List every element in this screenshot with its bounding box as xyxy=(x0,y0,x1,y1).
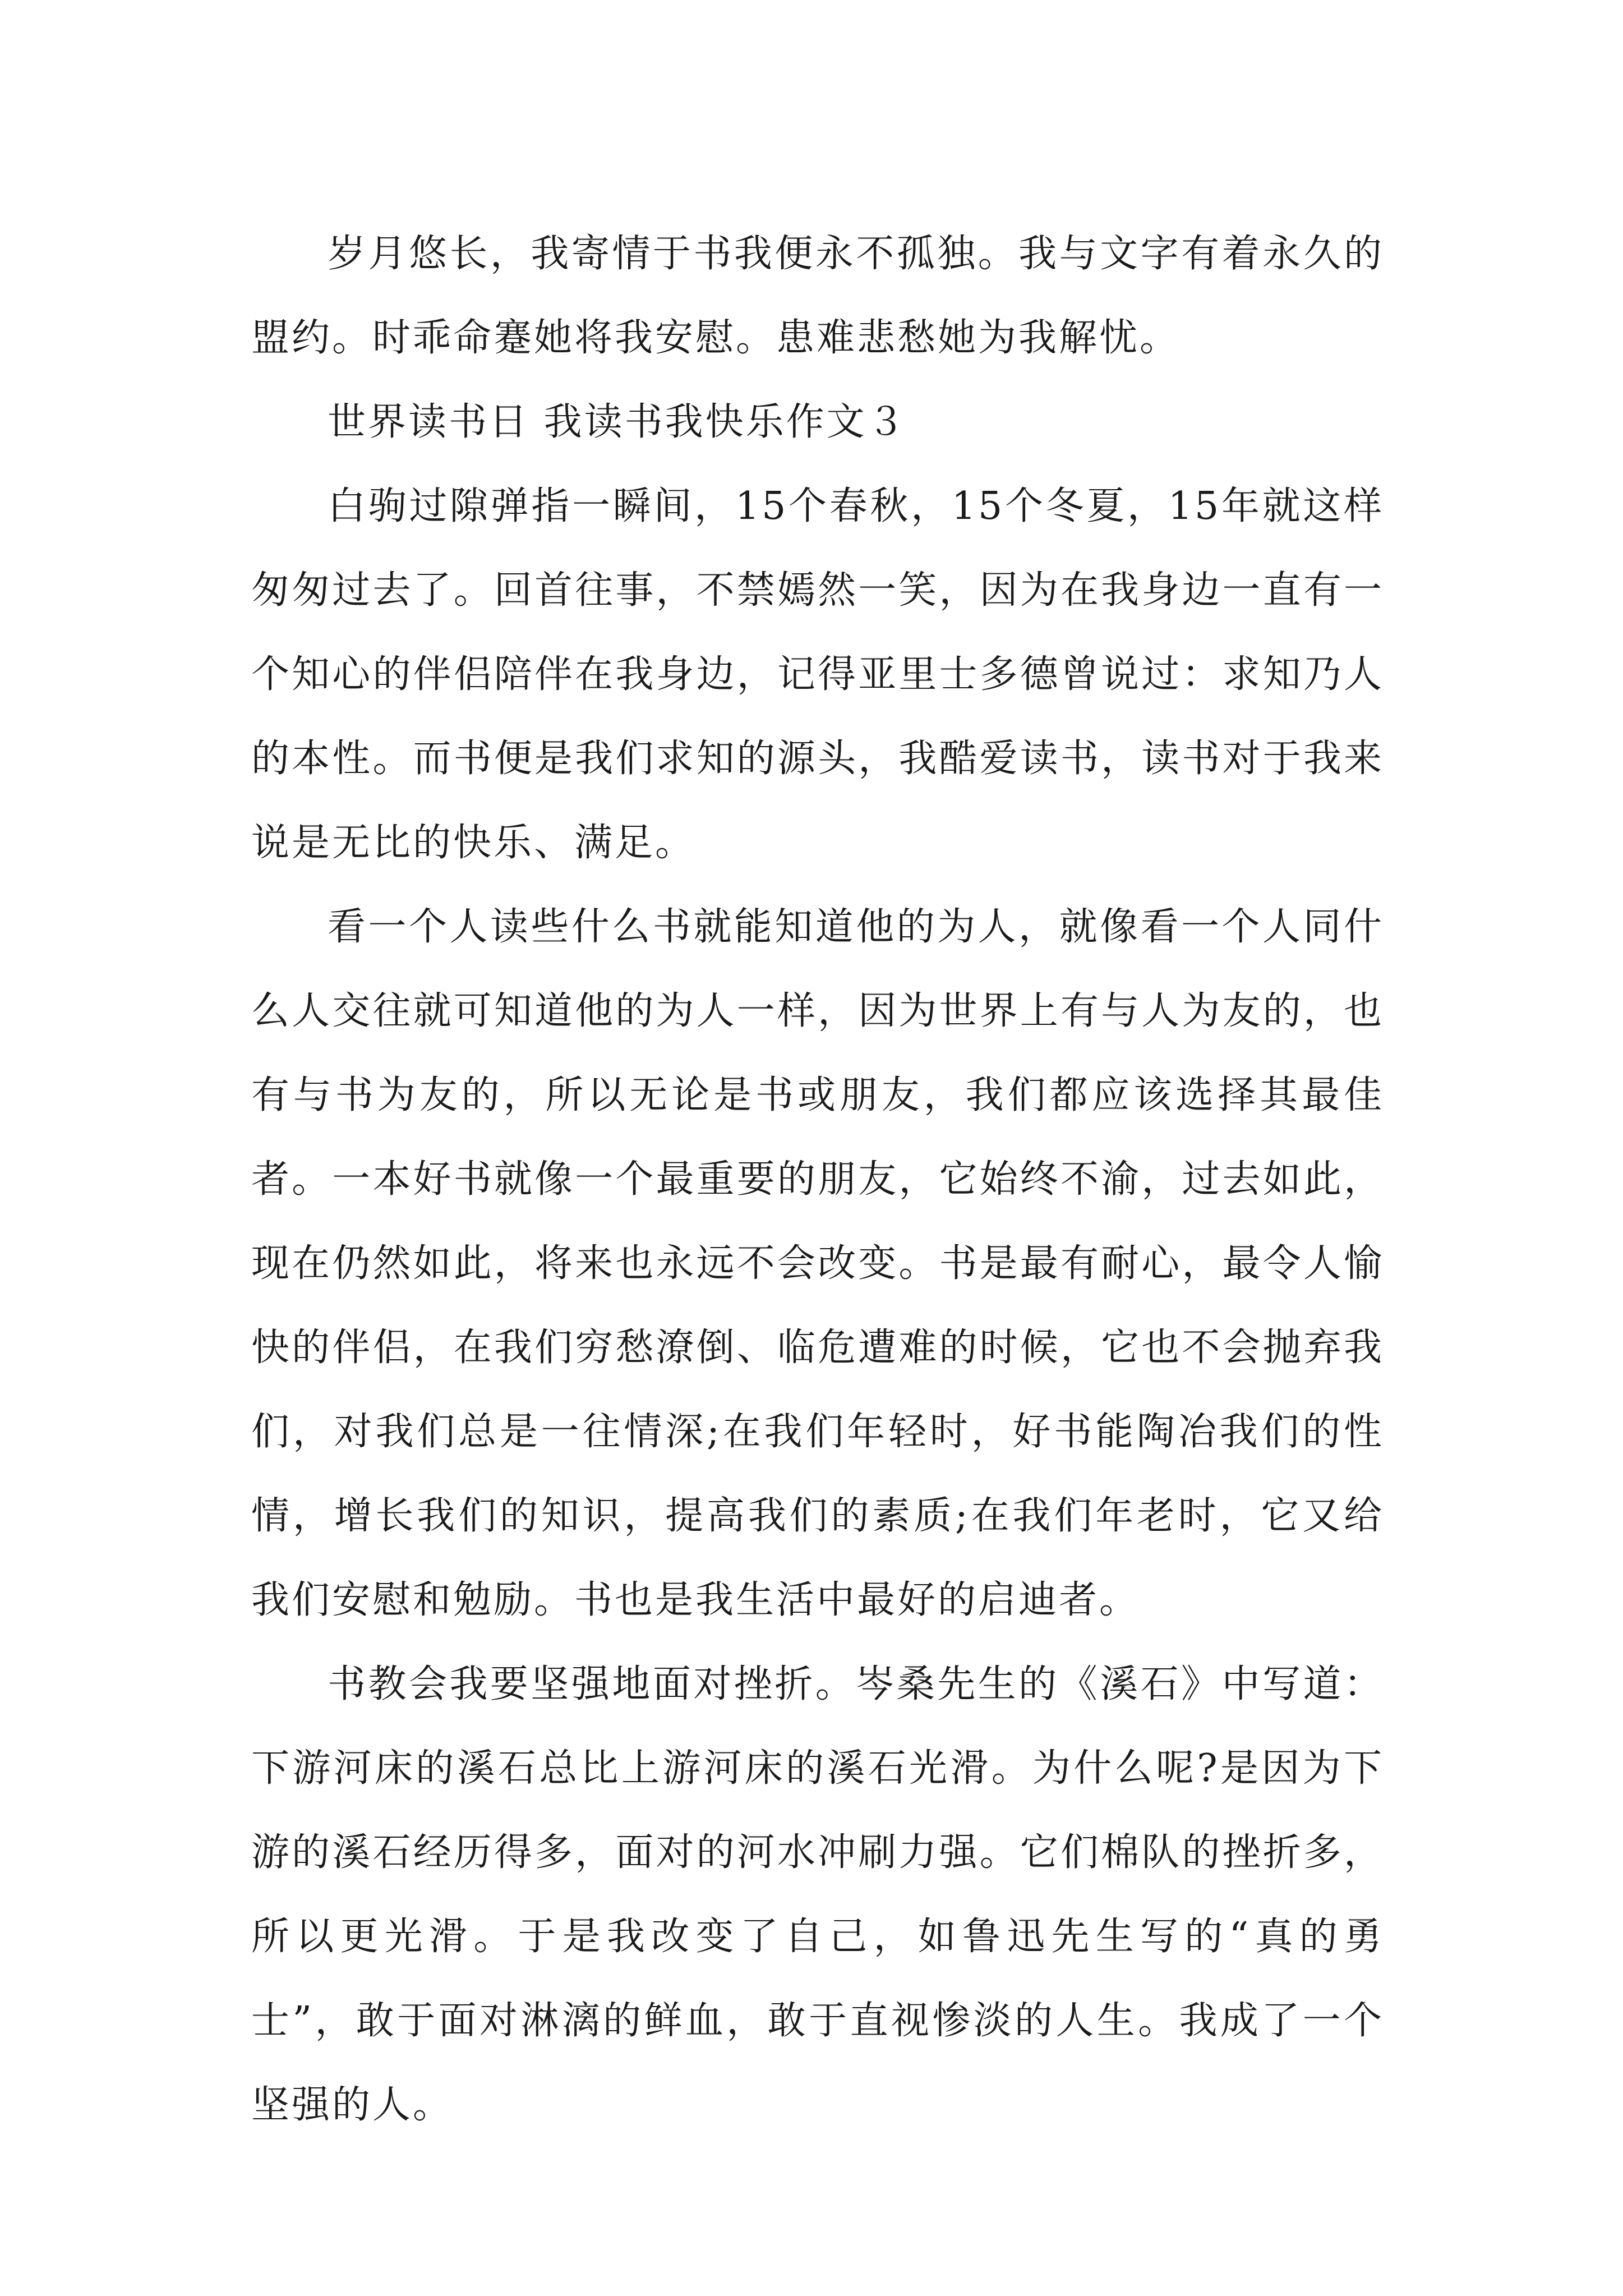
paragraph-intro: 岁月悠长，我寄情于书我便永不孤独。我与文字有着永久的盟约。时乖命蹇她将我安慰。患难悲愁她为我解忧。 xyxy=(251,232,1384,360)
paragraph-books-as-friends: 看一个人读些什么书就能知道他的为人，就像看一个人同什么人交往就可知道他的为人一样，因为世界上有与人为友的，也有与书为友的，所以无论是书或朋友，我们都应该选择其最佳者。一本好书就像一个最重要的朋友，它始终不渝，过去如此，现在仍然如此，将来也永远不会改变。书是最有耐心，最令人愉快的伴侣，在我们穷愁潦倒、临危遭难的时候，它也不会抛弃我们，对我们总是一往情深;在我们年轻时，好书能陶冶我们的性情，增长我们的知识，提高我们的素质;在我们年老时，它又给我们安慰和勉励。书也是我生活中最好的启迪者。 xyxy=(251,905,1384,1622)
document-body xyxy=(251,212,1384,2147)
paragraph-facing-setbacks: 书教会我要坚强地面对挫折。岑桑先生的《溪石》中写道：下游河床的溪石总比上游河床的溪石光滑。为什么呢?是因为下游的溪石经历得多，面对的河水冲刷力强。它们棉队的挫折多，所以更光滑。于是我改变了自己，如鲁迅先生写的“真的勇士”，敢于面对淋漓的鲜血，敢于直视惨淡的人生。我成了一个坚强的人。 xyxy=(251,1662,1384,2127)
paragraph-reading-joy: 白驹过隙弹指一瞬间，15个春秋，15个冬夏，15年就这样匆匆过去了。回首往事，不禁嫣然一笑，因为在我身边一直有一个知心的伴侣陪伴在我身边，记得亚里士多德曾说过：求知乃人的本性。而书便是我们求知的源头，我酷爱读书，读书对于我来说是无比的快乐、满足。 xyxy=(251,484,1384,865)
section-heading: 世界读书日 我读书我快乐作文３ xyxy=(328,400,907,444)
